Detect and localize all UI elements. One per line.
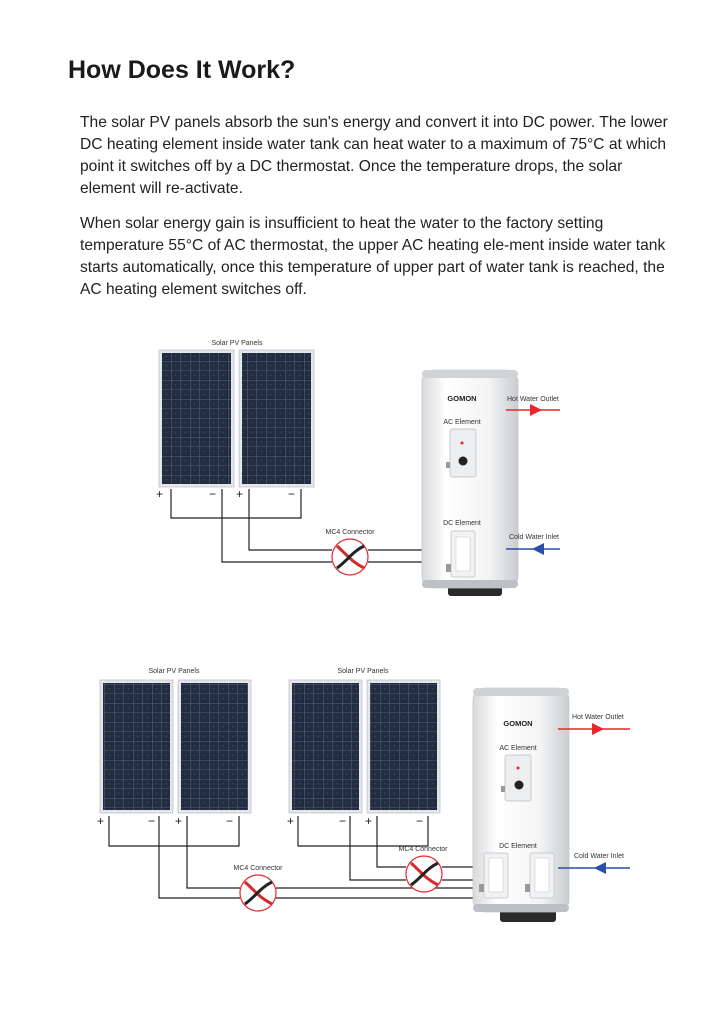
minus-sign: − bbox=[416, 814, 424, 828]
plus-sign: + bbox=[236, 487, 244, 501]
ac-element-icon bbox=[446, 429, 476, 477]
minus-sign: − bbox=[209, 487, 217, 501]
minus-sign: − bbox=[148, 814, 156, 828]
panels-label-left: Solar PV Panels bbox=[148, 668, 200, 675]
mc4-connector-label-left: MC4 Connector bbox=[233, 865, 283, 872]
mc4-connector-icon bbox=[240, 875, 276, 911]
plus-sign: + bbox=[287, 814, 295, 828]
hot-water-outlet-label: Hot Water Outlet bbox=[507, 396, 559, 403]
single-array-diagram bbox=[0, 330, 724, 610]
plus-sign: + bbox=[175, 814, 183, 828]
dc-element-label: DC Element bbox=[499, 843, 537, 850]
ac-element-label: AC Element bbox=[499, 745, 537, 752]
page-title: How Does It Work? bbox=[68, 56, 296, 84]
backup-paragraph: When solar energy gain is insufficient to heat the water to the factory setting temperature 55°C of AC thermostat, the upper AC heating ele-ment inside water tank starts automatically, once this temperature of upper part of water tank is reached, the AC heating element switches off. bbox=[80, 215, 666, 298]
mc4-connector-icon bbox=[406, 856, 442, 892]
ac-element-label: AC Element bbox=[443, 419, 481, 426]
panels-label: Solar PV Panels bbox=[211, 340, 263, 347]
ac-element-icon bbox=[501, 755, 531, 801]
solar-panel bbox=[367, 680, 440, 813]
cold-water-inlet-label: Cold Water Inlet bbox=[574, 853, 624, 860]
plus-sign: + bbox=[156, 487, 164, 501]
mc4-connector-label: MC4 Connector bbox=[325, 529, 375, 536]
plus-sign: + bbox=[365, 814, 373, 828]
solar-panel-right bbox=[239, 350, 314, 487]
hot-water-outlet-label: Hot Water Outlet bbox=[572, 714, 624, 721]
cold-water-inlet-label: Cold Water Inlet bbox=[509, 534, 559, 541]
dc-element-label: DC Element bbox=[443, 520, 481, 527]
panels-label-right: Solar PV Panels bbox=[337, 668, 389, 675]
minus-sign: − bbox=[339, 814, 347, 828]
intro-paragraph: The solar PV panels absorb the sun's energy and convert it into DC power. The lower DC heating element inside water tank can heat water to a maximum of 75°C at which point it switches off by a DC thermostat. Once the temperature drops, the solar element will re-activate. bbox=[80, 114, 668, 197]
minus-sign: − bbox=[226, 814, 234, 828]
solar-panel bbox=[289, 680, 362, 813]
brand-logo: GOMON bbox=[503, 719, 533, 728]
solar-panel bbox=[178, 680, 251, 813]
solar-panel bbox=[100, 680, 173, 813]
mc4-connector-label-right: MC4 Connector bbox=[398, 846, 448, 853]
solar-panel-left bbox=[159, 350, 234, 487]
dual-array-diagram bbox=[0, 655, 724, 945]
plus-sign: + bbox=[97, 814, 105, 828]
minus-sign: − bbox=[288, 487, 296, 501]
brand-logo: GOMON bbox=[447, 394, 477, 403]
mc4-connector-icon bbox=[332, 539, 368, 575]
